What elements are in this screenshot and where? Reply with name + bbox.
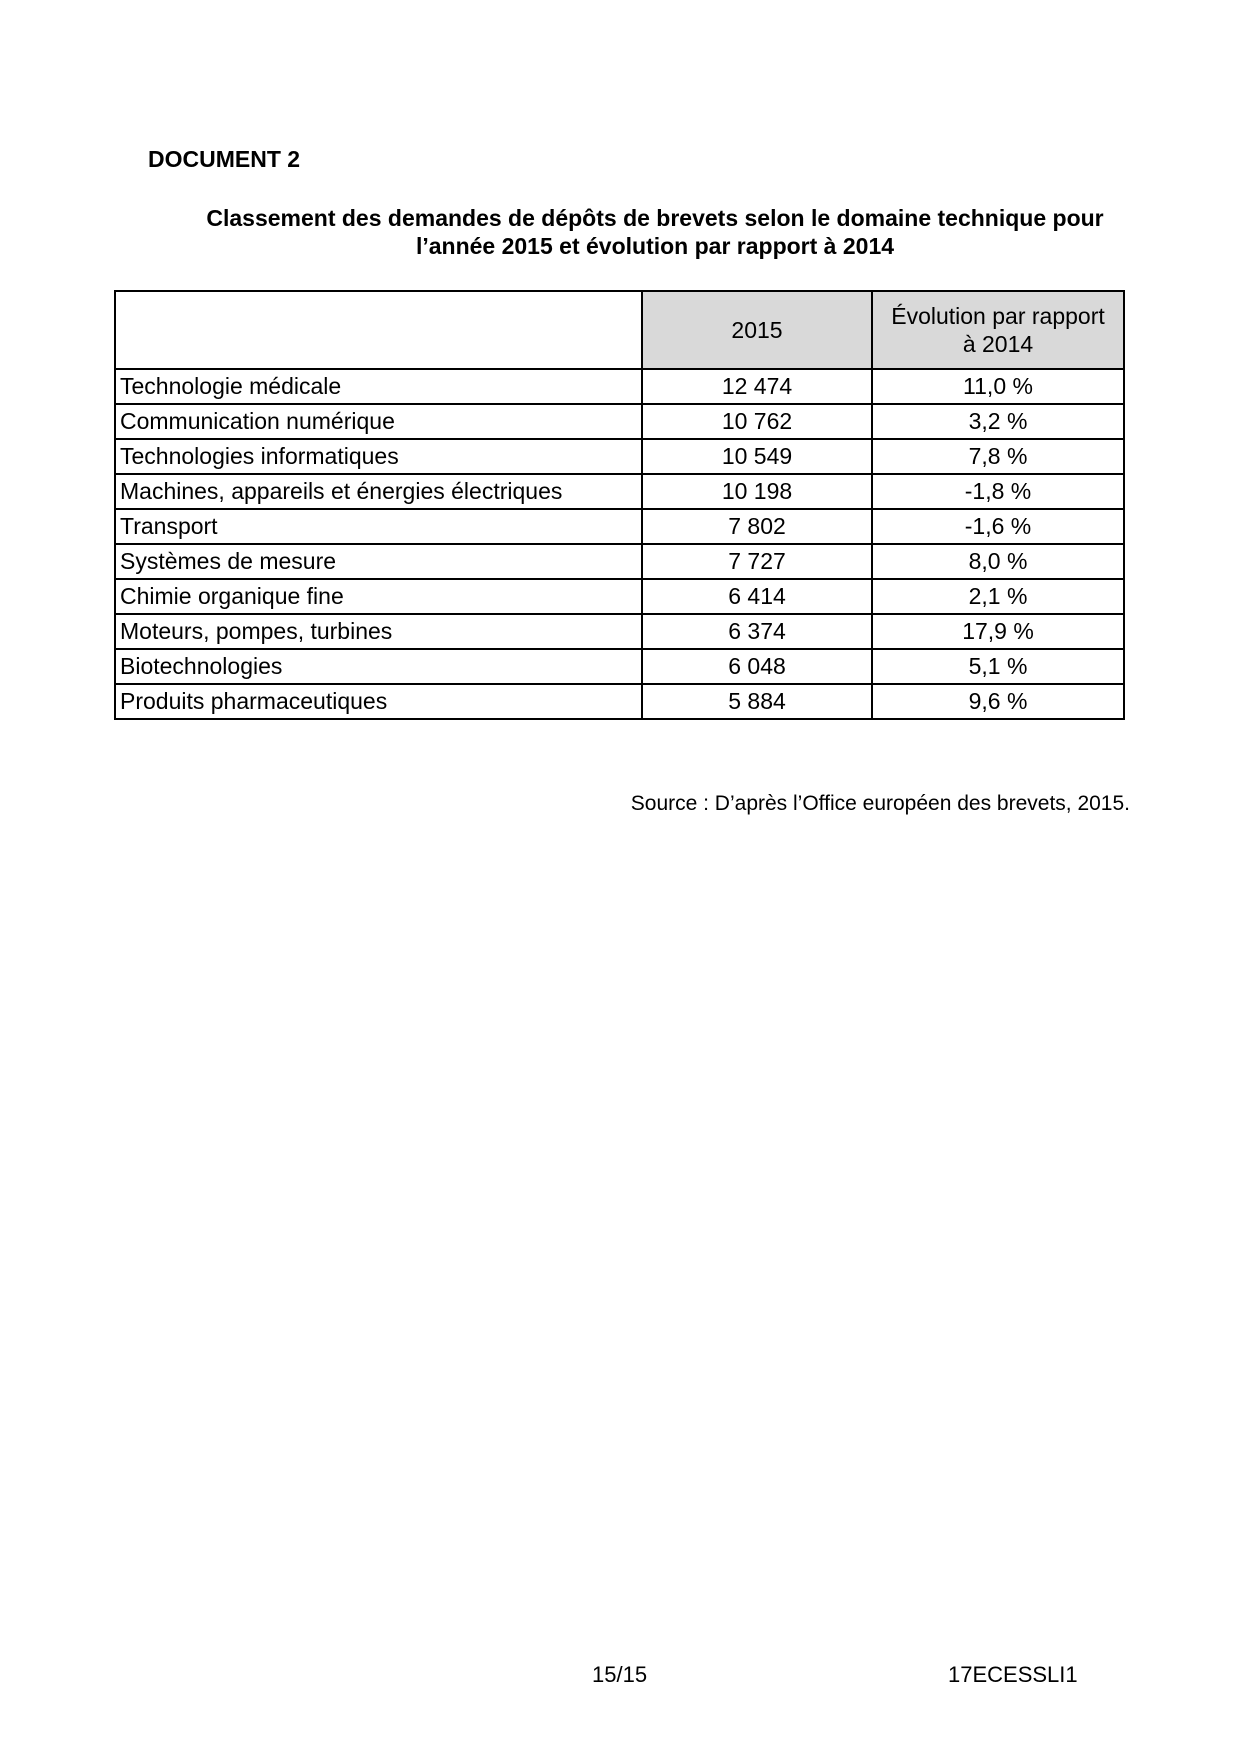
document-title xyxy=(140,204,1170,260)
evolution-cell: 11,0 % xyxy=(872,369,1124,404)
header-empty-cell xyxy=(115,291,642,369)
table-row xyxy=(115,614,1124,649)
value-2015-cell: 6 414 xyxy=(642,579,872,614)
domain-cell: Technologie médicale xyxy=(115,369,642,404)
evolution-cell: 2,1 % xyxy=(872,579,1124,614)
table-row xyxy=(115,579,1124,614)
header-evolution xyxy=(872,291,1124,369)
evolution-cell: 9,6 % xyxy=(872,684,1124,719)
patent-table xyxy=(114,290,1125,720)
table-row xyxy=(115,684,1124,719)
source-note: Source : D’après l’Office européen des brevets, 2015. xyxy=(630,792,1130,815)
title-line-2: l’année 2015 et évolution par rapport à 2014 xyxy=(415,233,895,259)
table-row xyxy=(115,439,1124,474)
value-2015-cell: 6 048 xyxy=(642,649,872,684)
value-2015-cell: 6 374 xyxy=(642,614,872,649)
table-row xyxy=(115,404,1124,439)
evolution-cell: 17,9 % xyxy=(872,614,1124,649)
document-label: DOCUMENT 2 xyxy=(148,146,301,172)
table-row xyxy=(115,369,1124,404)
table-body xyxy=(115,369,1124,719)
title-line-1: Classement des demandes de dépôts de brevets selon le domaine technique pour xyxy=(206,205,1104,231)
header-2015: 2015 xyxy=(642,291,872,369)
evolution-cell: -1,8 % xyxy=(872,474,1124,509)
domain-cell: Biotechnologies xyxy=(115,649,642,684)
page-number: 15/15 xyxy=(592,1662,648,1687)
header-evolution-line-2: à 2014 xyxy=(962,331,1034,357)
domain-cell: Moteurs, pompes, turbines xyxy=(115,614,642,649)
value-2015-cell: 10 198 xyxy=(642,474,872,509)
domain-cell: Technologies informatiques xyxy=(115,439,642,474)
table-row xyxy=(115,509,1124,544)
value-2015-cell: 12 474 xyxy=(642,369,872,404)
document-code: 17ECESSLI1 xyxy=(948,1662,1078,1687)
domain-cell: Systèmes de mesure xyxy=(115,544,642,579)
domain-cell: Chimie organique fine xyxy=(115,579,642,614)
domain-cell: Transport xyxy=(115,509,642,544)
domain-cell: Machines, appareils et énergies électriques xyxy=(115,474,642,509)
evolution-cell: 5,1 % xyxy=(872,649,1124,684)
domain-cell: Produits pharmaceutiques xyxy=(115,684,642,719)
table-row xyxy=(115,474,1124,509)
value-2015-cell: 10 549 xyxy=(642,439,872,474)
table-row xyxy=(115,544,1124,579)
value-2015-cell: 7 727 xyxy=(642,544,872,579)
evolution-cell: 8,0 % xyxy=(872,544,1124,579)
domain-cell: Communication numérique xyxy=(115,404,642,439)
header-evolution-line-1: Évolution par rapport xyxy=(891,303,1105,329)
evolution-cell: 3,2 % xyxy=(872,404,1124,439)
table-row xyxy=(115,649,1124,684)
value-2015-cell: 10 762 xyxy=(642,404,872,439)
value-2015-cell: 5 884 xyxy=(642,684,872,719)
value-2015-cell: 7 802 xyxy=(642,509,872,544)
evolution-cell: -1,6 % xyxy=(872,509,1124,544)
evolution-cell: 7,8 % xyxy=(872,439,1124,474)
table-header-row xyxy=(115,291,1124,369)
